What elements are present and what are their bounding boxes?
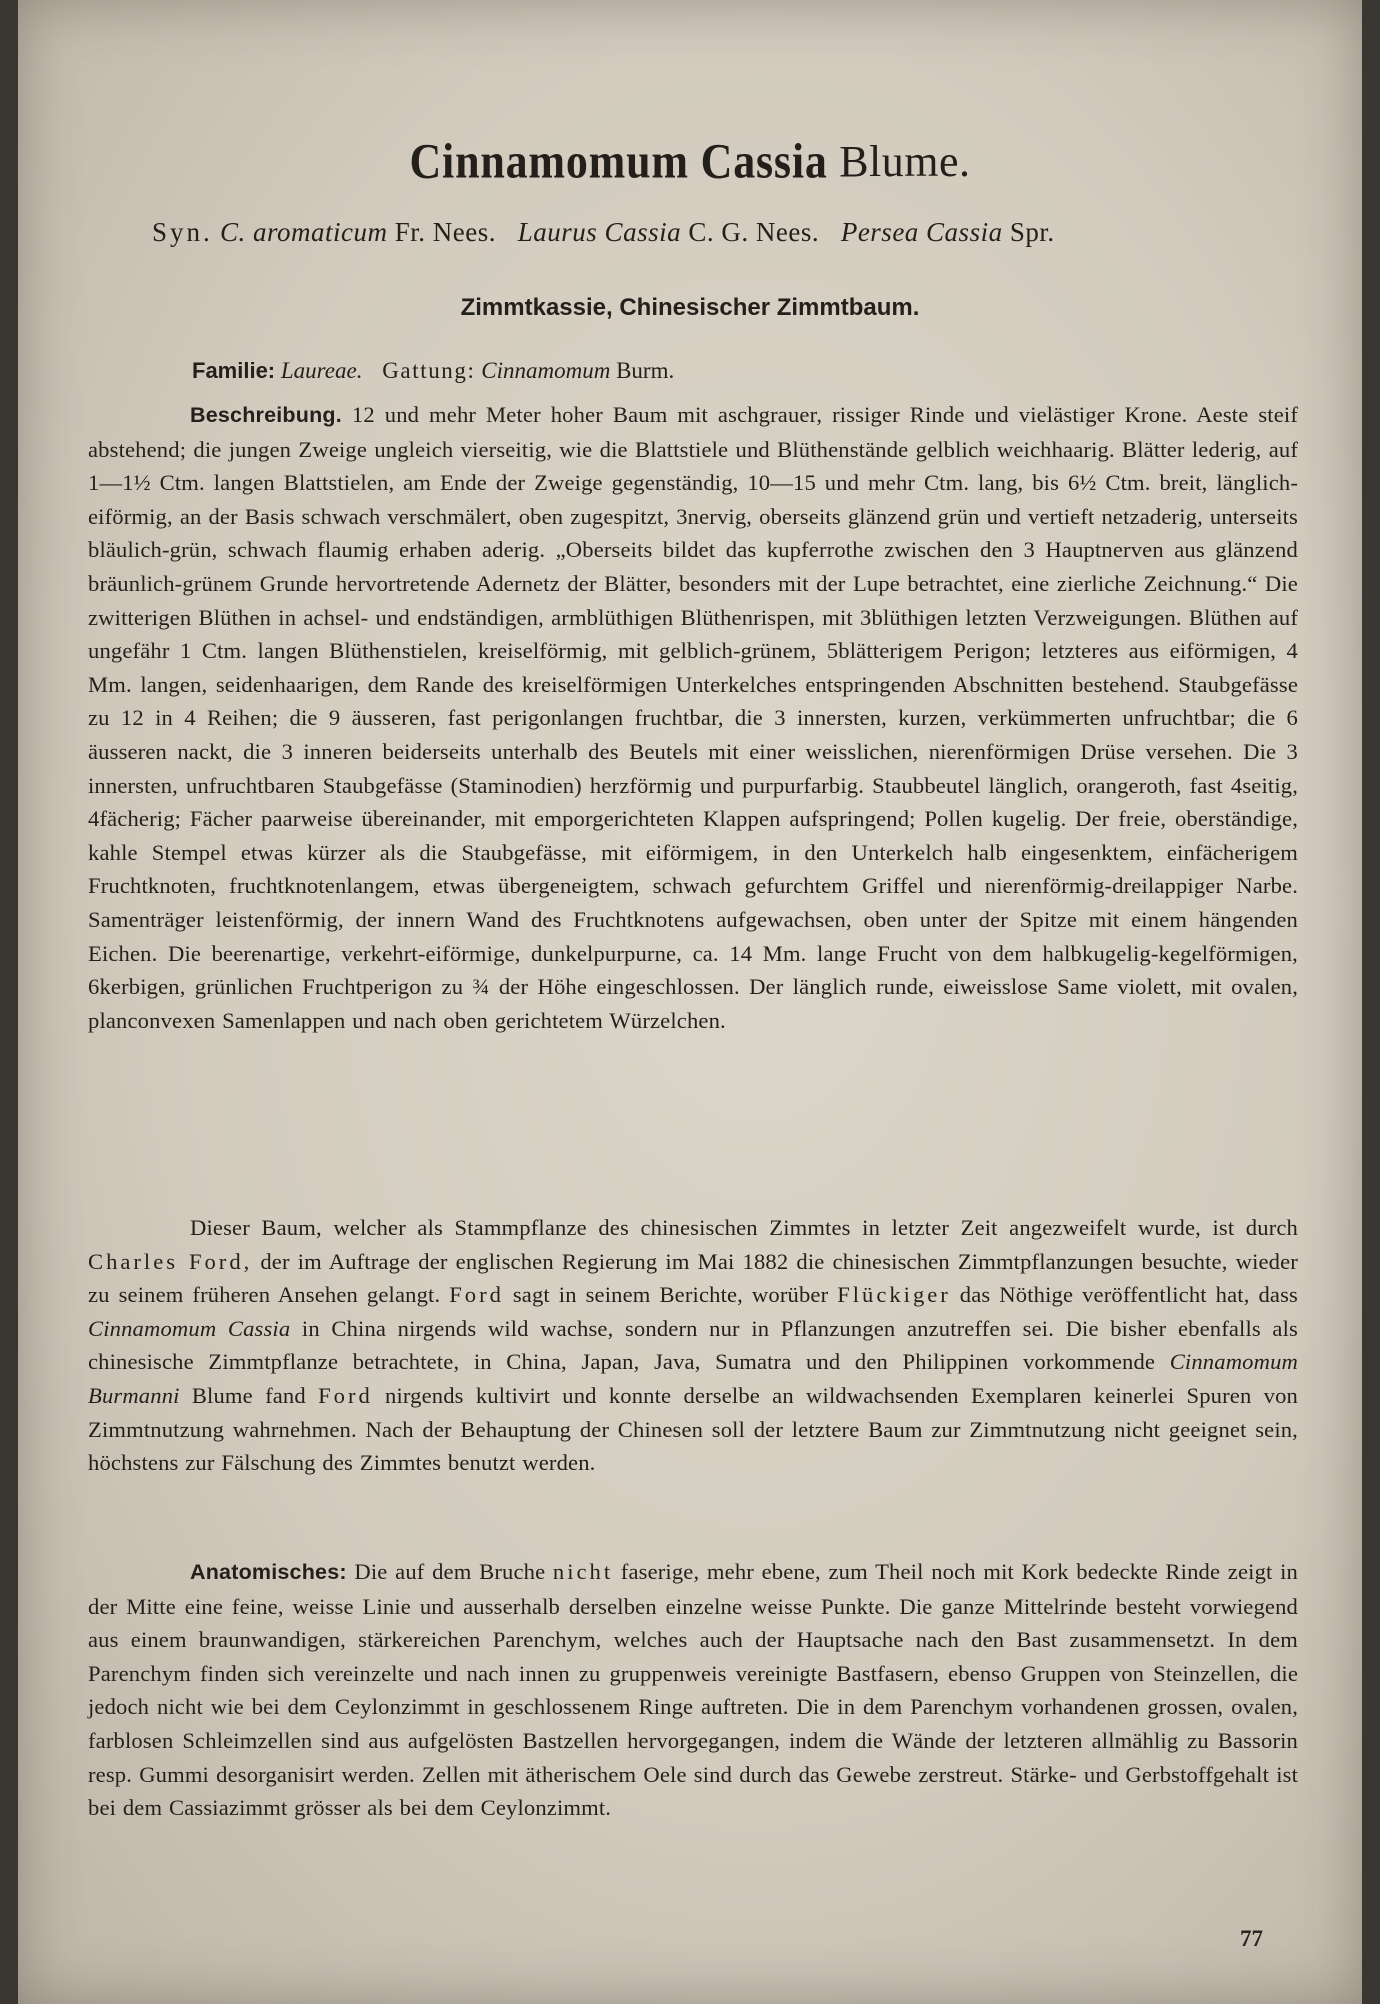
synonym-3-author: Spr. (1009, 217, 1055, 247)
beschreibung-paragraph (88, 398, 1298, 1037)
ford-paragraph (88, 1211, 1298, 1480)
synonym-2-name: Laurus Cassia (517, 217, 682, 247)
ford-text-1: Dieser Baum, welcher als Stammpflanze des chinesischen Zimmtes in letzter Zeit angezweifelt wurde, ist durch (190, 1215, 1298, 1240)
page-title (70, 132, 1310, 192)
anatomisches-paragraph (88, 1555, 1298, 1825)
ford-text-6: Blume fand (191, 1382, 306, 1408)
ford-text-3: sagt in seinem Berichte, worüber (512, 1282, 829, 1308)
ford-text-5: in China nirgends wild wachse, sondern nur in Pflanzungen anzutreffen sei. Die bisher ebenfalls als chinesische Zimmtpflanze betrachtete, in China, Japan, Java, Sumatra und den Philippinen vorkommende (88, 1315, 1298, 1375)
ford-text-4: das Nöthige veröffentlicht hat, dass (959, 1282, 1298, 1308)
ford-text-2: der im Auftrage der englischen Regierung im Mai 1882 die chinesischen Zimmtpflanzungen besuchte, wieder zu seinem früheren Ansehen gelangt. (88, 1248, 1298, 1308)
ford-text-7: nirgends kultivirt und konnte derselbe an wildwachsenden Exemplaren keinerlei Spuren von Zimmtnutzung wahrnehmen. Nach der Behauptung der Chinesen soll der letztere Baum zur Zimmtnutzung nicht geeignet sein, höchstens zur Fälschung des Zimmtes benutzt werden. (88, 1382, 1298, 1476)
synonym-1-author: Fr. Nees. (394, 217, 497, 247)
gattung-label: Gattung: (382, 358, 476, 383)
person-flueckiger: Flückiger (837, 1282, 951, 1308)
page-number: 77 (1240, 1926, 1263, 1951)
anatomisches-text-1: Die auf dem Bruche (354, 1559, 546, 1584)
synonyms-line (152, 212, 1302, 252)
gattung-value: Cinnamomum (481, 358, 611, 383)
synonym-2-author: C. G. Nees. (688, 217, 820, 247)
family-line (192, 352, 1292, 390)
synonyms-label: Syn. (152, 217, 213, 247)
familie-label: Familie: (192, 358, 276, 383)
beschreibung-label: Beschreibung. (190, 403, 342, 427)
species-cinnamomum-cassia: Cinnamomum Cassia (88, 1315, 291, 1341)
person-ford-2: Ford (449, 1282, 504, 1308)
common-name: Zimmtkassie, Chinesischer Zimmtbaum. (460, 294, 920, 321)
person-charles-ford: Charles Ford, (88, 1248, 253, 1274)
anatomisches-text-2: faserige, mehr ebene, zum Theil noch mit Kork bedeckte Rinde zeigt in der Mitte eine feine, weisse Linie und ausserhalb derselben einzelne weisse Punkte. Die ganze Mittelrinde besteht vorwiegend aus einem braunwandigen, stärkereichen Parenchym, welches auch der Hauptsache nach den Bast zusammensetzt. In dem Parenchym finden sich vereinzelte und nach innen zu gruppenweis vereinigte Bastfasern, ebenso Gruppen von Steinzellen, die jedoch nicht wie bei dem Ceylonzimmt in geschlossenem Ringe auftreten. Die in dem Parenchym vorhandenen grossen, ovalen, farblosen Schleimzellen sind aus aufgelösten Bastzellen hervorgegangen, indem die Wände der letzteren allmählig zu Bassorin resp. Gummi desorganisirt werden. Zellen mit ätherischem Oele sind durch das Gewebe zerstreut. Stärke- und Gerbstoffgehalt ist bei dem Cassiazimmt grösser als bei dem Ceylonzimmt. (88, 1559, 1298, 1821)
person-ford-3: Ford (318, 1382, 373, 1408)
familie-value: Laureae. (280, 358, 363, 383)
title-species: Cinnamomum Cassia (409, 134, 828, 189)
synonym-3-name: Persea Cassia (840, 217, 1003, 247)
anatomisches-nicht: nicht (552, 1559, 614, 1584)
beschreibung-text: 12 und mehr Meter hoher Baum mit aschgrauer, rissiger Rinde und vielästiger Krone. Aeste steif abstehend; die jungen Zweige ungleich vierseitig, wie die Blattstiele und Blüthenstände gelblich weichhaarig. Blätter lederig, auf 1—1½ Ctm. langen Blattstielen, am Ende der Zweige gegenständig, 10—15 und mehr Ctm. lang, bis 6½ Ctm. breit, länglich-eiförmig, an der Basis schwach verschmälert, oben zugespitzt, 3nervig, oberseits glänzend grün und vertieft netzaderig, unterseits bläulich-grün, schwach flaumig erhaben aderig. „Oberseits bildet das kupferrothe zwischen den 3 Hauptnerven aus glänzend bräunlich-grünem Grunde hervortretende Adernetz der Blätter, besonders mit der Lupe betrachtet, eine zierliche Zeichnung.“ Die zwitterigen Blüthen in achsel- und endständigen, armblüthigen Blüthenrispen, mit 3blüthigen letzten Verzweigungen. Blüthen auf ungefähr 1 Ctm. langen Blüthenstielen, kreiselförmig, mit gelblich-grünem, 5blätterigem Perigon; letzteres aus eiförmigen, 4 Mm. langen, seidenhaarigen, dem Rande des kreiselförmigen Unterkelches entspringenden Abschnitten bestehend. Staubgefässe zu 12 in 4 Reihen; die 9 äusseren, fast perigonlangen fruchtbar, die 3 innersten, kurzen, verkümmerten unfruchtbar; die 6 äusseren nackt, die 3 inneren beiderseits unterhalb des Beutels mit einer weisslichen, nierenförmigen Drüse versehen. Die 3 innersten, unfruchtbaren Staubgefässe (Staminodien) herzförmig und purpurfarbig. Staubbeutel länglich, orangeroth, fast 4seitig, 4fächerig; Fächer paarweise übereinander, mit emporgerichteten Klappen aufspringend; Pollen kugelig. Der freie, oberständige, kahle Stempel etwas kürzer als die Staubgefässe, mit eiförmigem, in den Unterkelch halb eingesenktem, einfächerigem Fruchtknoten, fruchtknotenlangem, etwas übergeneigtem, schwach gefurchtem Griffel und nierenförmig-dreilappiger Narbe. Samenträger leistenförmig, der innern Wand des Fruchtknotens aufgewachsen, oben unter der Spitze mit einem hängenden Eichen. Die beerenartige, verkehrt-eiförmige, dunkelpurpurne, ca. 14 Mm. lange Frucht von dem halbkugelig-kegelförmigen, 6kerbigen, grünlichen Fruchtperigon zu ¾ der Höhe eingeschlossen. Der länglich runde, eiweisslose Same violett, mit ovalen, planconvexen Samenlappen und nach oben gerichtetem Würzelchen. (88, 402, 1298, 1033)
gattung-author: Burm. (616, 358, 675, 383)
title-author: Blume. (839, 137, 971, 186)
book-page (18, 0, 1362, 2004)
synonym-1-name: C. aromaticum (220, 217, 388, 247)
anatomisches-label: Anatomisches: (190, 1560, 347, 1584)
species-cinnamomum-burmanni: Cinnamomum Burmanni (88, 1349, 1298, 1408)
